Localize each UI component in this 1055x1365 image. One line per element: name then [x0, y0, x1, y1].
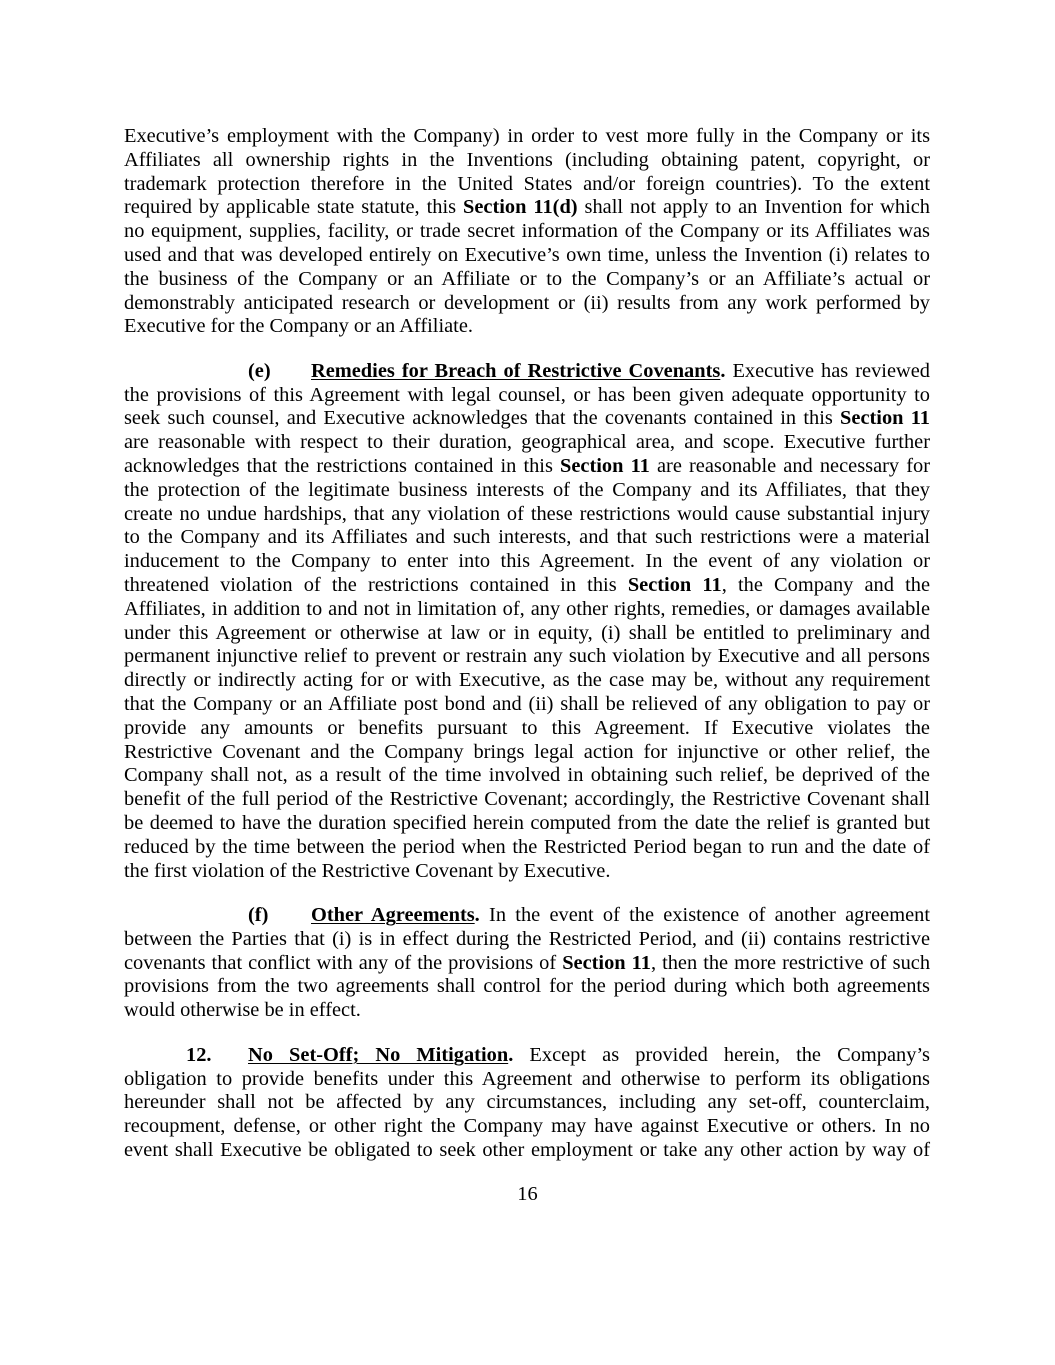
text-line — [124, 860, 930, 884]
text-line — [124, 220, 930, 244]
text-line — [124, 479, 930, 503]
text-line — [124, 693, 930, 717]
text-line — [124, 1115, 930, 1139]
text-run: the provisions of this Agreement with legal counsel, or has been given adequate opportunity to — [124, 383, 930, 406]
text-line — [124, 407, 930, 431]
section-heading: Other Agreements — [311, 904, 475, 927]
text-line — [124, 550, 930, 574]
text-line — [124, 1044, 930, 1068]
text-line — [124, 431, 930, 455]
text-run: directly or indirectly acting for or with Executive, as the case may be, without any requirement — [124, 669, 930, 692]
text-line — [124, 975, 930, 999]
text-run: demonstrably anticipated research or development or (ii) results from any work performed by — [124, 291, 930, 314]
text-line — [124, 669, 930, 693]
text-run: reduced by the time between the period when the Restricted Period began to run and the date of — [124, 835, 930, 858]
section-reference: Section 11 — [840, 407, 930, 430]
text-run: used and that was developed entirely on Executive’s own time, unless the Invention (i) relates to — [124, 243, 930, 266]
text-run: Company shall not, as a result of the time involved in obtaining such relief, be deprived of the — [124, 764, 930, 787]
text-line — [124, 149, 930, 173]
heading-period: . — [474, 904, 480, 927]
text-run: are reasonable and necessary for — [649, 455, 931, 478]
text-run: hereunder shall not be affected by any circumstances, including any set-off, counterclaim, — [124, 1091, 930, 1114]
paragraph-11f — [124, 904, 930, 1023]
text-run: benefit of the full period of the Restrictive Covenant; accordingly, the Restrictive Covenant shall — [124, 788, 930, 811]
text-line — [124, 526, 930, 550]
text-run: required by applicable state statute, this — [124, 196, 464, 219]
document-body — [124, 125, 930, 1183]
text-run: permanent injunctive relief to prevent or restrain any such violation by Executive and all persons — [124, 645, 930, 668]
text-line — [124, 1068, 930, 1092]
text-run: Executive for the Company or an Affiliate. — [124, 315, 473, 338]
text-run: Affiliates, in addition to and not in limitation of, any other rights, remedies, or damages available — [124, 597, 930, 620]
section-reference: Section 11 — [560, 455, 650, 478]
page-number: 16 — [517, 1183, 538, 1205]
section-heading: No Set-Off; No Mitigation — [248, 1043, 509, 1066]
text-line — [124, 196, 930, 220]
text-run: threatened violation of the restrictions contained in this — [124, 574, 628, 597]
text-run: Except as provided herein, the Company’s — [513, 1043, 930, 1066]
text-run: would otherwise be in effect. — [124, 999, 361, 1022]
text-run: the business of the Company or an Affiliate or to the Company’s or an Affiliate’s actual or — [124, 267, 930, 290]
text-run: that the Company or an Affiliate post bond and (ii) shall be relieved of any obligation to pay or — [124, 693, 930, 716]
text-line — [124, 244, 930, 268]
section-label: (f) — [248, 904, 269, 927]
text-line — [124, 999, 930, 1023]
section-heading: Remedies for Breach of Restrictive Covenants — [311, 359, 721, 382]
text-run: seek such counsel, and Executive acknowledges that the covenants contained in this — [124, 407, 841, 430]
text-run: provisions from the two agreements shall control for the period during which both agreements — [124, 975, 930, 998]
text-line — [124, 360, 930, 384]
text-line — [124, 503, 930, 527]
text-run: , then the more restrictive of such — [650, 951, 931, 974]
text-line — [124, 315, 930, 339]
text-line — [124, 717, 930, 741]
text-run: under this Agreement or otherwise at law or in equity, (i) shall be entitled to preliminary and — [124, 621, 930, 644]
text-run: obligation to provide benefits under this Agreement and otherwise to perform its obligations — [124, 1067, 930, 1090]
paragraph-11d-continuation — [124, 125, 930, 339]
text-run: are reasonable with respect to their duration, geographical area, and scope. Executive further — [124, 431, 930, 454]
text-run: be deemed to have the duration specified herein computed from the date the relief is granted but — [124, 812, 930, 834]
section-label: 12. — [186, 1043, 212, 1066]
text-line — [124, 173, 930, 197]
text-line — [124, 574, 930, 598]
text-run: no equipment, supplies, facility, or trade secret information of the Company or its Affiliates was — [124, 220, 930, 243]
text-line — [124, 125, 930, 149]
text-run: to the Company and its Affiliates and such interests, and that such restrictions were a material — [124, 526, 930, 549]
text-run: Executive has reviewed — [725, 359, 930, 382]
text-run: recoupment, defense, or other right the Company may have against Executive or others. In no — [124, 1115, 930, 1138]
text-run: Executive’s employment with the Company) in order to vest more fully in the Company or its — [124, 125, 930, 147]
section-reference: Section 11(d) — [463, 196, 578, 219]
text-line — [124, 952, 930, 976]
text-run: between the Parties that (i) is in effect during the Restricted Period, and (ii) contains restrictive — [124, 927, 930, 950]
text-run: shall not apply to an Invention for which — [577, 196, 930, 219]
text-run: Restrictive Covenant and the Company brings legal action for injunctive or other relief, the — [124, 740, 930, 763]
text-run: trademark protection therefore in the United States and/or foreign countries). To the extent — [124, 172, 930, 195]
text-line — [124, 1091, 930, 1115]
text-line — [124, 836, 930, 860]
text-line — [124, 741, 930, 765]
text-line — [124, 455, 930, 479]
section-label: (e) — [248, 359, 271, 382]
text-line — [124, 928, 930, 952]
text-run: acknowledges that the restrictions contained in this — [124, 455, 561, 478]
text-line — [124, 622, 930, 646]
text-run: inducement to the Company to enter into this Agreement. In the event of any violation or — [124, 550, 930, 573]
text-run: , the Company and the — [721, 574, 931, 597]
text-line — [124, 812, 930, 836]
text-line — [124, 384, 930, 408]
paragraph-12 — [124, 1044, 930, 1163]
text-line — [124, 904, 930, 928]
text-run: provide any amounts or benefits pursuant to this Agreement. If Executive violates the — [124, 716, 930, 739]
text-run: In the event of the existence of another agreement — [479, 904, 930, 927]
text-line — [124, 788, 930, 812]
text-run: the protection of the legitimate business interests of the Company and its Affiliates, that they — [124, 478, 930, 501]
heading-period: . — [720, 359, 726, 382]
section-reference: Section 11 — [562, 951, 651, 974]
section-reference: Section 11 — [627, 574, 722, 597]
text-run: event shall Executive be obligated to seek other employment or take any other action by way of — [124, 1138, 930, 1161]
text-line — [124, 1139, 930, 1163]
paragraph-11e — [124, 360, 930, 884]
heading-period: . — [508, 1043, 514, 1066]
text-run: Affiliates all ownership rights in the Inventions (including obtaining patent, copyright, or — [124, 148, 930, 171]
text-line — [124, 598, 930, 622]
text-run: create no undue hardships, that any violation of these restrictions would cause substantial injury — [124, 502, 930, 525]
text-line — [124, 292, 930, 316]
text-line — [124, 764, 930, 788]
text-line — [124, 268, 930, 292]
text-run: the first violation of the Restrictive Covenant by Executive. — [124, 859, 611, 882]
text-run: covenants that conflict with any of the provisions of — [124, 951, 563, 974]
text-line — [124, 645, 930, 669]
